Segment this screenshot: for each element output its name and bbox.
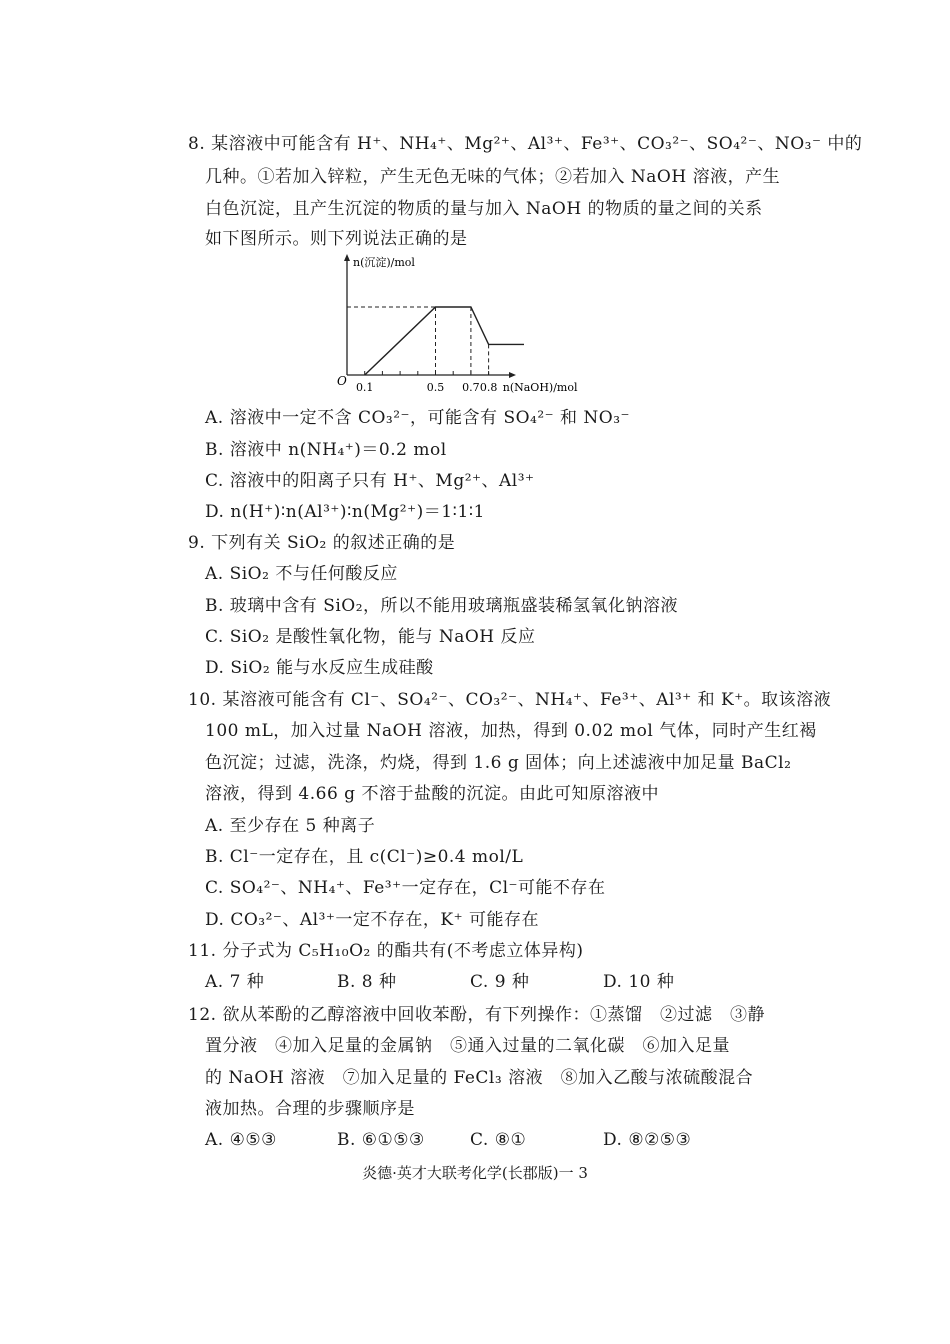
q8-option-a: A. 溶液中一定不含 CO₃²⁻，可能含有 SO₄²⁻ 和 NO₃⁻	[205, 408, 631, 428]
q10-line-4: 溶液，得到 4.66 g 不溶于盐酸的沉淀。由此可知原溶液中	[205, 784, 659, 804]
q10-option-c: C. SO₄²⁻、NH₄⁺、Fe³⁺一定存在，Cl⁻可能不存在	[205, 878, 606, 898]
q12-line-4: 液加热。合理的步骤顺序是	[205, 1099, 415, 1119]
series-line	[365, 307, 524, 375]
q9-option-c: C. SiO₂ 是酸性氧化物，能与 NaOH 反应	[205, 627, 536, 647]
q11-option-b: B. 8 种	[337, 972, 397, 992]
q12-line-1: 12. 欲从苯酚的乙醇溶液中回收苯酚，有下列操作：①蒸馏 ②过滤 ③静	[188, 1005, 765, 1025]
q8-line-2: 几种。①若加入锌粒，产生无色无味的气体；②若加入 NaOH 溶液，产生	[205, 167, 781, 187]
y-axis-arrow	[344, 254, 350, 261]
precipitate-chart	[320, 250, 610, 400]
chart-axes	[344, 254, 516, 378]
q12-option-d: D. ⑧②⑤③	[603, 1130, 692, 1150]
q8-line-3: 白色沉淀，且产生沉淀的物质的量与加入 NaOH 的物质的量之间的关系	[205, 199, 763, 219]
q10-option-a: A. 至少存在 5 种离子	[205, 816, 376, 836]
q10-line-2: 100 mL，加入过量 NaOH 溶液，加热，得到 0.02 mol 气体，同时产生红褐	[205, 721, 817, 741]
q11-option-c: C. 9 种	[470, 972, 530, 992]
q9-option-a: A. SiO₂ 不与任何酸反应	[205, 564, 398, 584]
q12-option-a: A. ④⑤③	[205, 1130, 277, 1150]
q12-line-2: 置分液 ④加入足量的金属钠 ⑤通入过量的二氧化碳 ⑥加入足量	[205, 1036, 730, 1056]
q10-option-b: B. Cl⁻一定存在，且 c(Cl⁻)≥0.4 mol/L	[205, 847, 524, 867]
q12-line-3: 的 NaOH 溶液 ⑦加入足量的 FeCl₃ 溶液 ⑧加入乙酸与浓硫酸混合	[205, 1068, 754, 1088]
q8-line-1: 8. 某溶液中可能含有 H⁺、NH₄⁺、Mg²⁺、Al³⁺、Fe³⁺、CO₃²⁻、SO₄²⁻、NO₃⁻ 中的	[188, 134, 863, 154]
x-tick-label: 0.1	[355, 381, 374, 394]
q10-line-3: 色沉淀；过滤，洗涤，灼烧，得到 1.6 g 固体；向上述滤液中加足量 BaCl₂	[205, 753, 792, 773]
q11-stem: 11. 分子式为 C₅H₁₀O₂ 的酯共有(不考虑立体异构)	[188, 941, 584, 961]
y-axis-label: n(沉淀)/mol	[353, 256, 415, 269]
chart-labels	[337, 255, 578, 394]
x-tick-label: 0.5	[426, 381, 445, 394]
q10-option-d: D. CO₃²⁻、Al³⁺一定不存在，K⁺ 可能存在	[205, 910, 539, 930]
q11-option-a: A. 7 种	[205, 972, 265, 992]
x-tick-label: 0.7	[462, 381, 480, 394]
chart-lines	[347, 307, 524, 375]
x-axis-arrow	[509, 372, 516, 378]
x-axis-label: n(NaOH)/mol	[502, 381, 578, 394]
q8-option-c: C. 溶液中的阳离子只有 H⁺、Mg²⁺、Al³⁺	[205, 471, 535, 491]
origin-label: O	[337, 374, 347, 388]
q9-stem: 9. 下列有关 SiO₂ 的叙述正确的是	[188, 533, 456, 553]
q10-line-1: 10. 某溶液可能含有 Cl⁻、SO₄²⁻、CO₃²⁻、NH₄⁺、Fe³⁺、Al³⁺ 和 K⁺。取该溶液	[188, 690, 832, 710]
x-tick-label: 0.8	[479, 381, 498, 394]
q9-option-b: B. 玻璃中含有 SiO₂，所以不能用玻璃瓶盛装稀氢氧化钠溶液	[205, 596, 679, 616]
q12-option-c: C. ⑧①	[470, 1130, 527, 1150]
q12-option-b: B. ⑥①⑤③	[337, 1130, 425, 1150]
q11-option-d: D. 10 种	[603, 972, 675, 992]
q8-option-d: D. n(H⁺)∶n(Al³⁺)∶n(Mg²⁺)＝1∶1∶1	[205, 502, 485, 522]
q9-option-d: D. SiO₂ 能与水反应生成硅酸	[205, 658, 434, 678]
q8-line-4: 如下图所示。则下列说法正确的是	[205, 229, 468, 249]
q8-option-b: B. 溶液中 n(NH₄⁺)＝0.2 mol	[205, 440, 447, 460]
page-footer: 炎德·英才大联考化学(长郡版)一 3	[362, 1164, 588, 1182]
